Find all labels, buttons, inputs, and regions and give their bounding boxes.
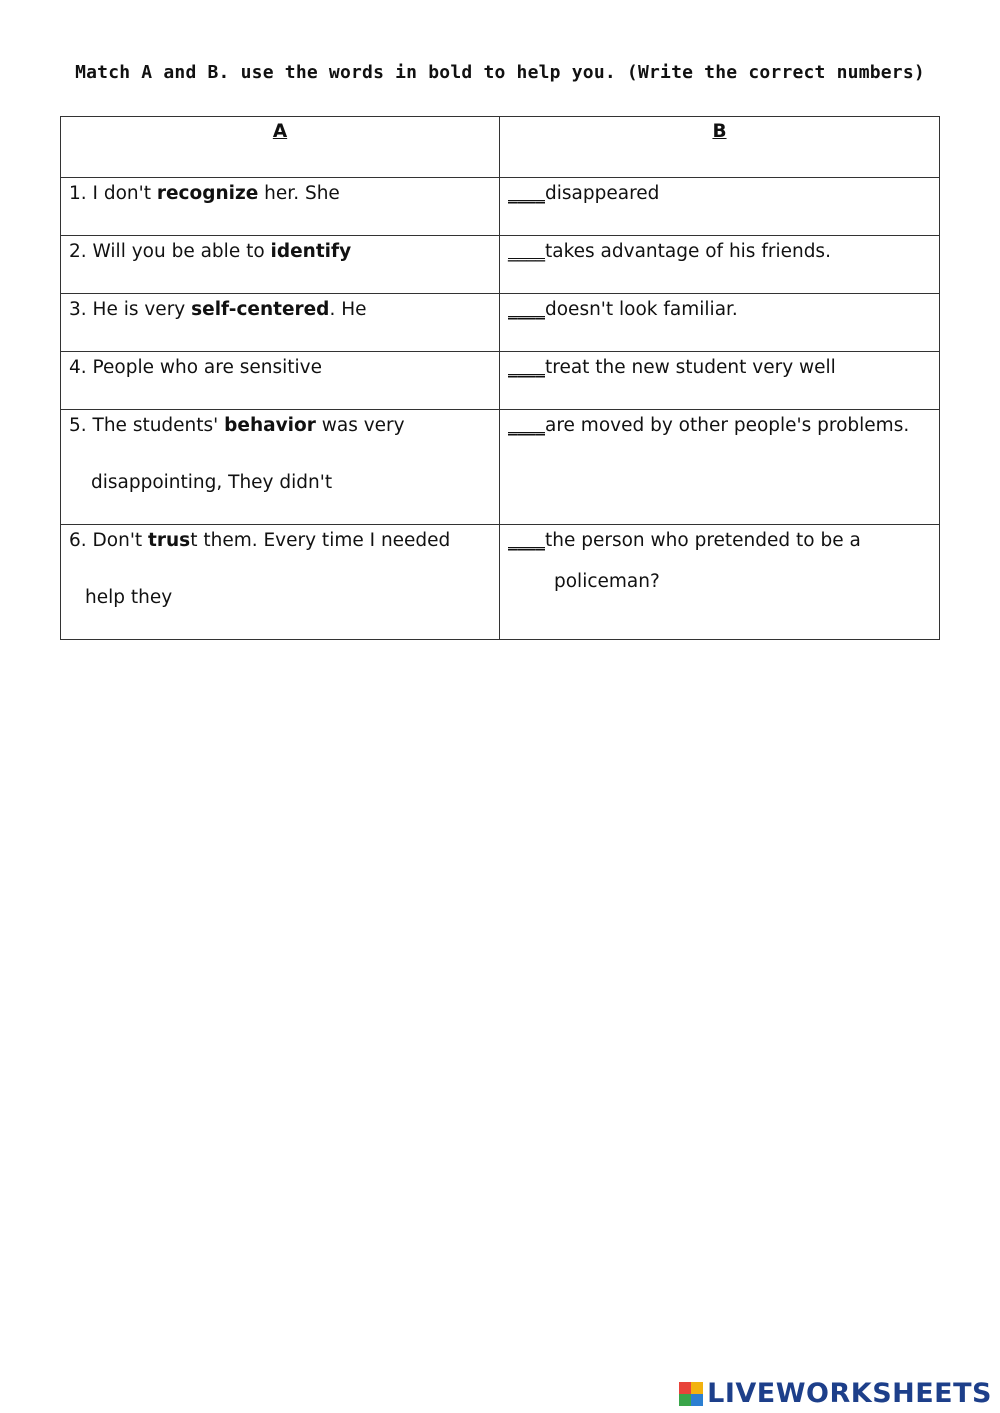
liveworksheets-mark-icon — [679, 1382, 703, 1406]
answer-blank[interactable]: ____ — [508, 183, 545, 204]
table-row — [61, 294, 940, 352]
instructions-heading: Match A and B. use the words in bold to help you. (Write the correct numbers) — [75, 62, 925, 83]
logo-text: LIVEWORKSHEETS — [707, 1378, 992, 1409]
column-b-header: B — [500, 117, 940, 178]
column-a-cell: 6. Don't trust them. Every time I needed help they — [61, 525, 500, 640]
answer-blank[interactable]: ____ — [508, 357, 545, 378]
table-row — [61, 352, 940, 410]
matching-table — [60, 116, 940, 640]
answer-blank[interactable]: ____ — [508, 299, 545, 320]
table-row — [61, 525, 940, 640]
column-b-cell: ____treat the new student very well — [500, 352, 940, 410]
table-row — [61, 236, 940, 294]
table-header-row — [61, 117, 940, 178]
liveworksheets-logo — [679, 1378, 992, 1409]
column-b-cell: ____are moved by other people's problems. — [500, 410, 940, 525]
column-a-cell: 3. He is very self-centered. He — [61, 294, 500, 352]
table-row — [61, 178, 940, 236]
answer-blank[interactable]: ____ — [508, 530, 545, 551]
column-b-cell: ____doesn't look familiar. — [500, 294, 940, 352]
column-a-cell: 1. I don't recognize her. She — [61, 178, 500, 236]
column-a-cell: 4. People who are sensitive — [61, 352, 500, 410]
answer-blank[interactable]: ____ — [508, 415, 545, 436]
column-a-header: A — [61, 117, 500, 178]
column-b-cell: ____disappeared — [500, 178, 940, 236]
column-a-cell: 2. Will you be able to identify — [61, 236, 500, 294]
answer-blank[interactable]: ____ — [508, 241, 545, 262]
column-a-cell: 5. The students' behavior was very disappointing, They didn't — [61, 410, 500, 525]
table-row — [61, 410, 940, 525]
column-b-cell: ____the person who pretended to be a policeman? — [500, 525, 940, 640]
column-b-cell: ____takes advantage of his friends. — [500, 236, 940, 294]
